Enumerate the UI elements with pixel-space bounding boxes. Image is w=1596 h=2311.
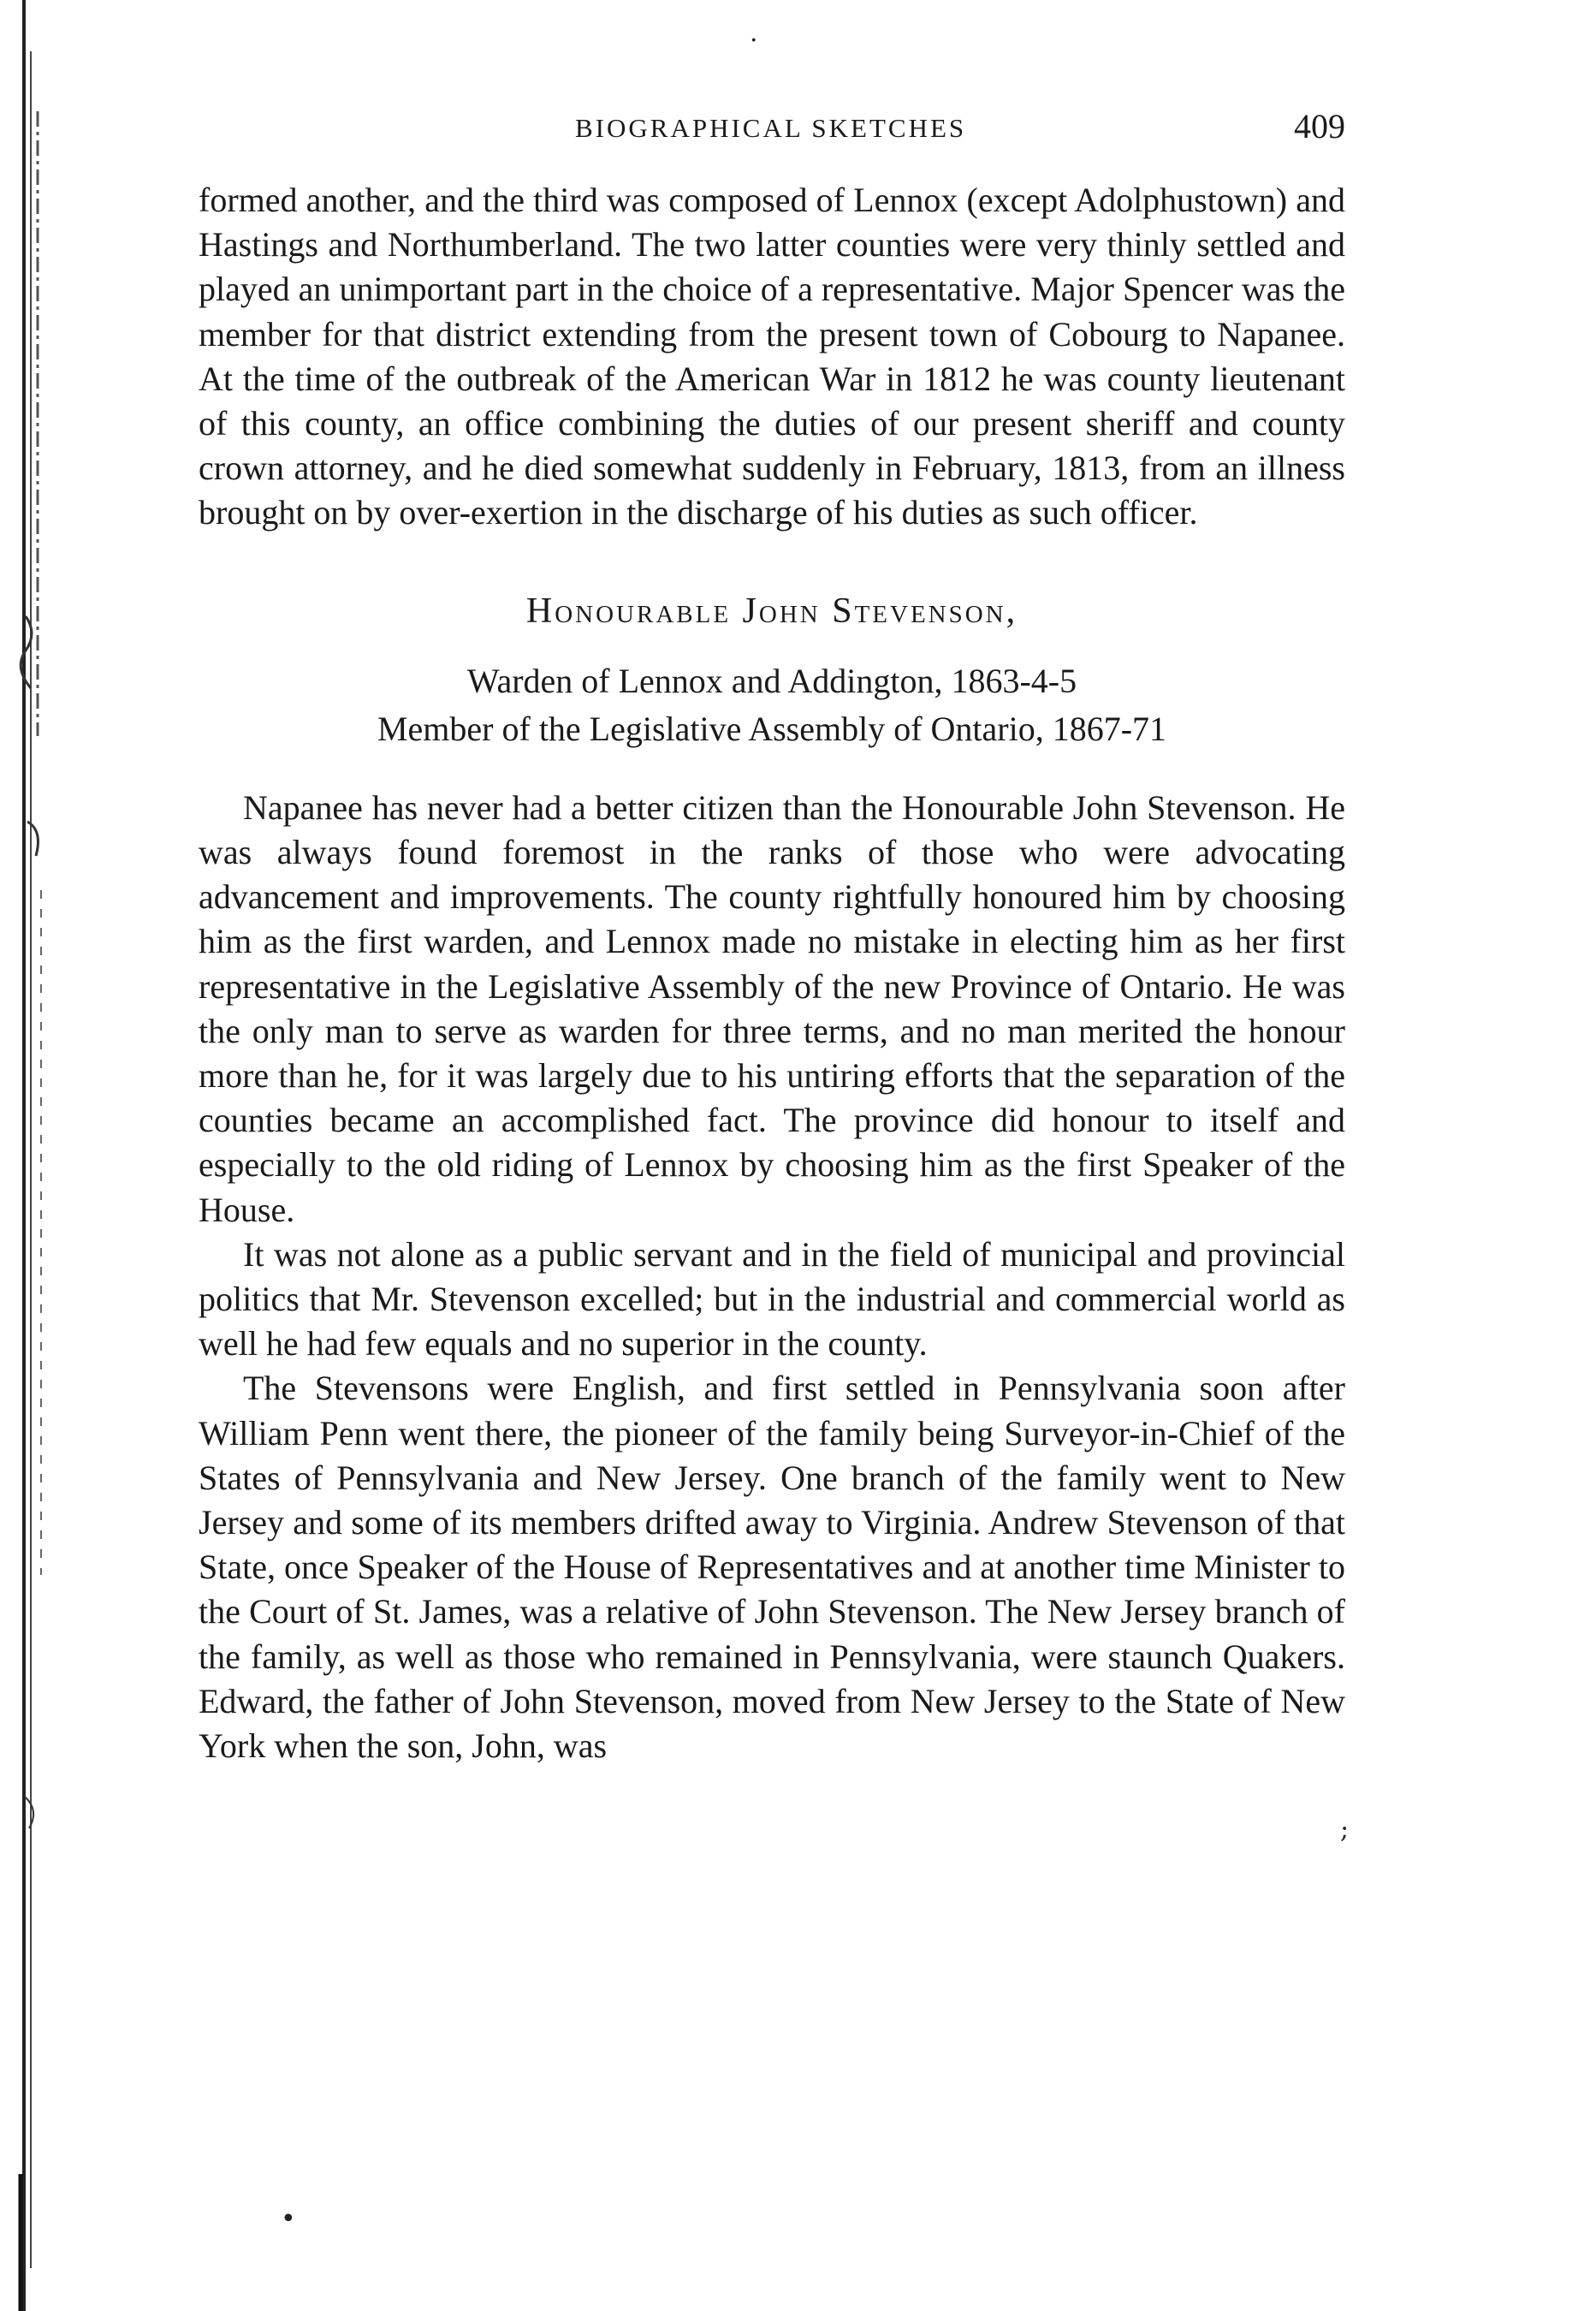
page-header [199,106,1345,157]
scan-speck: ; [1340,1815,1350,1845]
paragraph: The Stevensons were English, and first settled in Pennsylvania soon after William Penn went there, the pioneer of the family being Surveyor-in-Chief of the States of Pennsylvania and New Jersey. One branch of the family went to New Jersey and some of its members drifted away to Virginia. Andrew Stevenson of that State, once Speaker of the House of Representatives and at another time Minister to the Court of St. James, was a relative of John Stevenson. The New Jersey branch of the family, as well as those who remained in Pennsylvania, were staunch Quakers. Edward, the father of John Stevenson, moved from New Jersey to the State of New York when the son, John, was [199,1369,1345,1766]
section-title: Honourable John Stevenson, [525,591,1018,631]
section-subtitle-assembly: Member of the Legislative Assembly of Ontario, 1867-71 [377,709,1167,748]
paragraph: Napanee has never had a better citizen than the Honourable John Stevenson. He was always found foremost in the ranks of those who were advocating advancement and improvements. The county rightfully honoured him by choosing him as the first warden, and Lennox made no mistake in electing him as her first representative in the Legislative Assembly of the new Province of Ontario. He was the only man to serve as warden for three terms, and no man merited the honour more than he, for it was largely due to his untiring efforts that the separation of the counties became an accomplished fact. The province did honour to itself and especially to the old riding of Lennox by choosing him as the first Speaker of the House. [199,787,1345,1229]
scan-speck: • [281,2204,296,2234]
opening-paragraph: formed another, and the third was composed of Lennox (except Adolphustown) and Hastings and Northumberland. The two latter counties were very thinly settled and played an unimportant part in the choice of a representative. Major Spencer was the member for that district extending from the present town of Cobourg to Napanee. At the time of the outbreak of the American War in 1812 he was county lieutenant of this county, an office combining the duties of our present sheriff and county crown attorney, and he died somewhat suddenly in February, 1813, from an illness brought on by over-exertion in the discharge of his duties as such officer. [199,181,1345,532]
binding-edge [0,0,62,2311]
page-number: 409 [1294,107,1345,146]
paragraph: It was not alone as a public servant and in the field of municipal and provincial politics that Mr. Stevenson excelled; but in the industrial and commercial world as well he had few equals and no superior in the county. [199,1234,1345,1363]
section-subtitle-warden: Warden of Lennox and Addington, 1863-4-5 [466,661,1077,700]
scan-speck: · [750,26,758,56]
page-body [199,178,1345,1768]
running-head: BIOGRAPHICAL SKETCHES [575,113,967,143]
